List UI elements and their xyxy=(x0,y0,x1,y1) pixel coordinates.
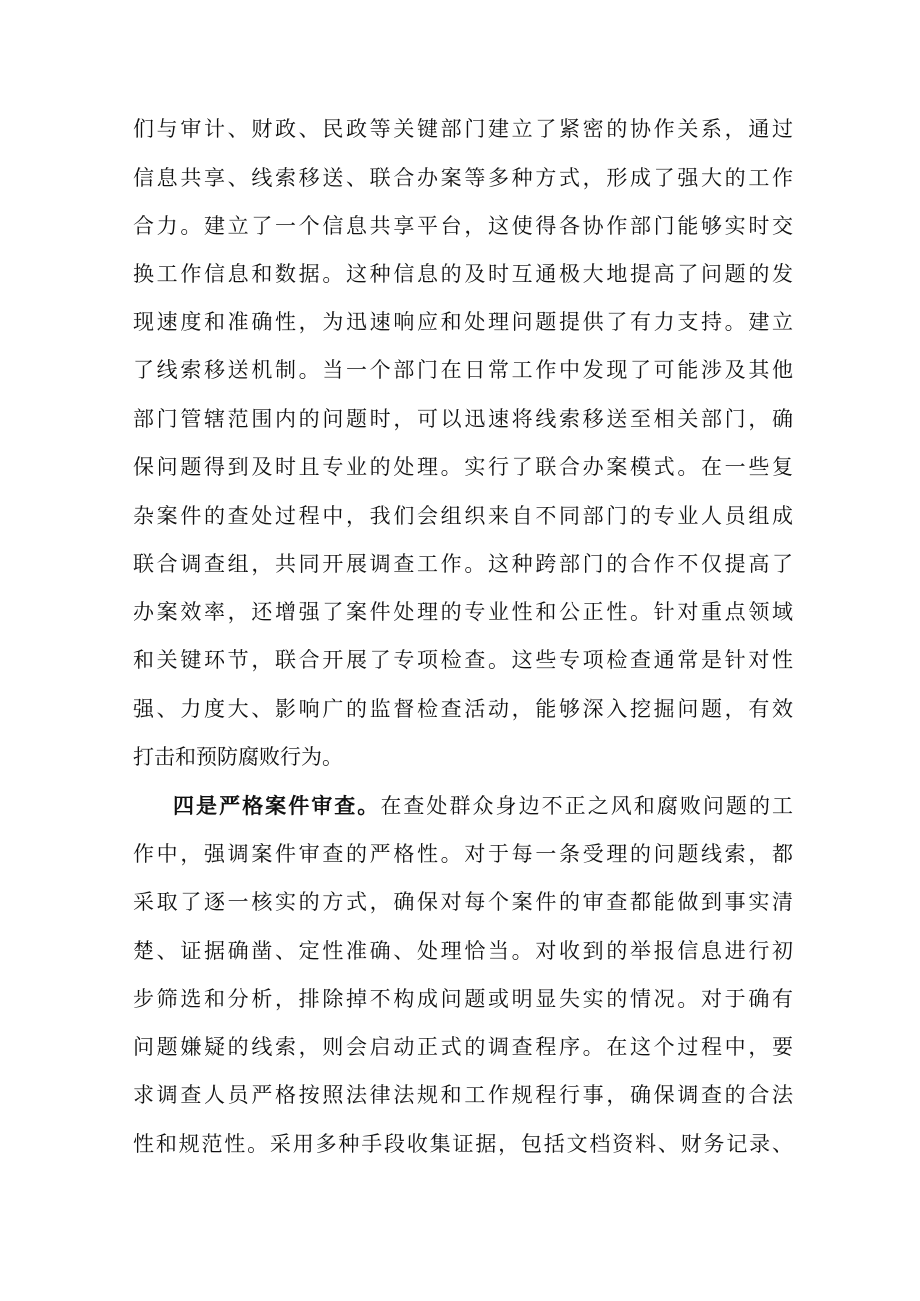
section-heading: 四是严格案件审查。 xyxy=(173,793,381,818)
paragraph-line: 问题嫌疑的线索，则会启动正式的调查程序。在这个过程中，要 xyxy=(133,1035,793,1059)
paragraph-line: 采取了逐一核实的方式，确保对每个案件的审查都能做到事实清 xyxy=(133,890,793,914)
paragraph-line: 步筛选和分析，排除掉不构成问题或明显失实的情况。对于确有 xyxy=(133,987,793,1011)
paragraph-line: 了线索移送机制。当一个部门在日常工作中发现了可能涉及其他 xyxy=(133,358,793,382)
paragraph-line: 部门管辖范围内的问题时，可以迅速将线索移送至相关部门，确 xyxy=(133,407,793,431)
paragraph-line: 打击和预防腐败行为。 xyxy=(133,745,343,769)
paragraph-line: 杂案件的查处过程中，我们会组织来自不同部门的专业人员组成 xyxy=(133,504,793,528)
paragraph-line: 性和规范性。采用多种手段收集证据，包括文档资料、财务记录、 xyxy=(133,1132,793,1156)
paragraph-line: 换工作信息和数据。这种信息的及时互通极大地提高了问题的发 xyxy=(133,262,793,286)
paragraph-line: 联合调查组，共同开展调查工作。这种跨部门的合作不仅提高了 xyxy=(133,552,793,576)
paragraph-line: 作中，强调案件审查的严格性。对于每一条受理的问题线索，都 xyxy=(133,842,793,866)
paragraph-line: 强、力度大、影响广的监督检查活动，能够深入挖掘问题，有效 xyxy=(133,697,793,721)
paragraph-line: 和关键环节，联合开展了专项检查。这些专项检查通常是针对性 xyxy=(133,648,793,672)
paragraph-line: 信息共享、线索移送、联合办案等多种方式，形成了强大的工作 xyxy=(133,166,793,190)
heading-line-text: 在查处群众身边不正之风和腐败问题的工 xyxy=(380,794,794,818)
paragraph-line: 合力。建立了一个信息共享平台，这使得各协作部门能够实时交 xyxy=(133,214,793,238)
paragraph-line: 保问题得到及时且专业的处理。实行了联合办案模式。在一些复 xyxy=(133,455,793,479)
paragraph-line: 楚、证据确凿、定性准确、处理恰当。对收到的举报信息进行初 xyxy=(133,939,793,963)
paragraph-line: 求调查人员严格按照法律法规和工作规程行事，确保调查的合法 xyxy=(133,1083,793,1107)
paragraph-first-line xyxy=(173,782,793,830)
paragraph-line: 办案效率，还增强了案件处理的专业性和公正性。针对重点领域 xyxy=(133,600,793,624)
paragraph-line: 现速度和准确性，为迅速响应和处理问题提供了有力支持。建立 xyxy=(133,310,793,334)
paragraph-line: 们与审计、财政、民政等关键部门建立了紧密的协作关系，通过 xyxy=(133,117,793,141)
